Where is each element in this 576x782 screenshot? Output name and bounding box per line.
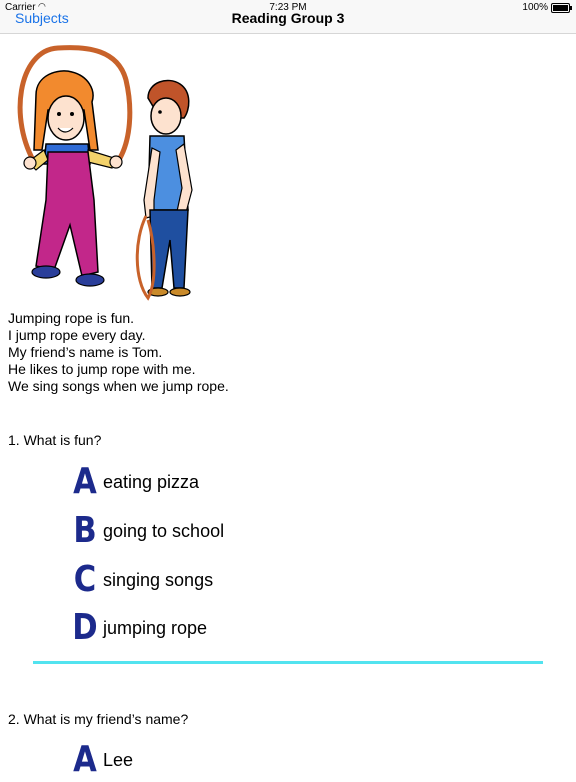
battery-icon — [551, 3, 570, 13]
question-2-prompt: 2. What is my friend’s name? — [8, 711, 189, 727]
back-button-subjects[interactable]: Subjects — [15, 10, 69, 26]
option-letter: D — [72, 607, 98, 648]
story-line: We sing songs when we jump rope. — [8, 378, 229, 394]
wifi-icon: ◠ — [38, 1, 46, 11]
clock: 7:23 PM — [269, 2, 307, 13]
answer-option-a[interactable] — [70, 460, 199, 504]
story-text — [8, 310, 229, 395]
boy-face — [151, 98, 181, 134]
option-text: Lee — [103, 749, 134, 770]
answer-option-c[interactable] — [70, 558, 213, 602]
question-divider — [33, 661, 543, 664]
option-text: singing songs — [103, 569, 214, 590]
answer-option-d[interactable] — [70, 606, 207, 650]
option-letter: A — [73, 739, 97, 780]
battery-percentage: 100% — [522, 2, 548, 13]
story-line: I jump rope every day. — [8, 327, 146, 343]
status-bar — [0, 0, 576, 14]
story-illustration — [8, 40, 198, 305]
boy-pants — [150, 210, 188, 288]
story-line: Jumping rope is fun. — [8, 310, 135, 326]
question-1-prompt: 1. What is fun? — [8, 432, 102, 448]
page-title: Reading Group 3 — [231, 10, 345, 26]
story-line: He likes to jump rope with me. — [8, 361, 196, 377]
option-text: jumping rope — [103, 617, 208, 638]
carrier-label: Carrier — [5, 2, 36, 13]
story-line: My friend’s name is Tom. — [8, 344, 163, 360]
option-letter: A — [73, 461, 97, 502]
girl-overalls — [36, 152, 98, 276]
option-letter: C — [73, 559, 97, 600]
answer-option-b[interactable] — [70, 509, 224, 553]
answer-option-a[interactable] — [70, 738, 133, 782]
option-letter: B — [73, 510, 97, 551]
girl-face — [48, 96, 84, 140]
option-text: going to school — [103, 520, 225, 541]
option-text: eating pizza — [103, 471, 200, 492]
